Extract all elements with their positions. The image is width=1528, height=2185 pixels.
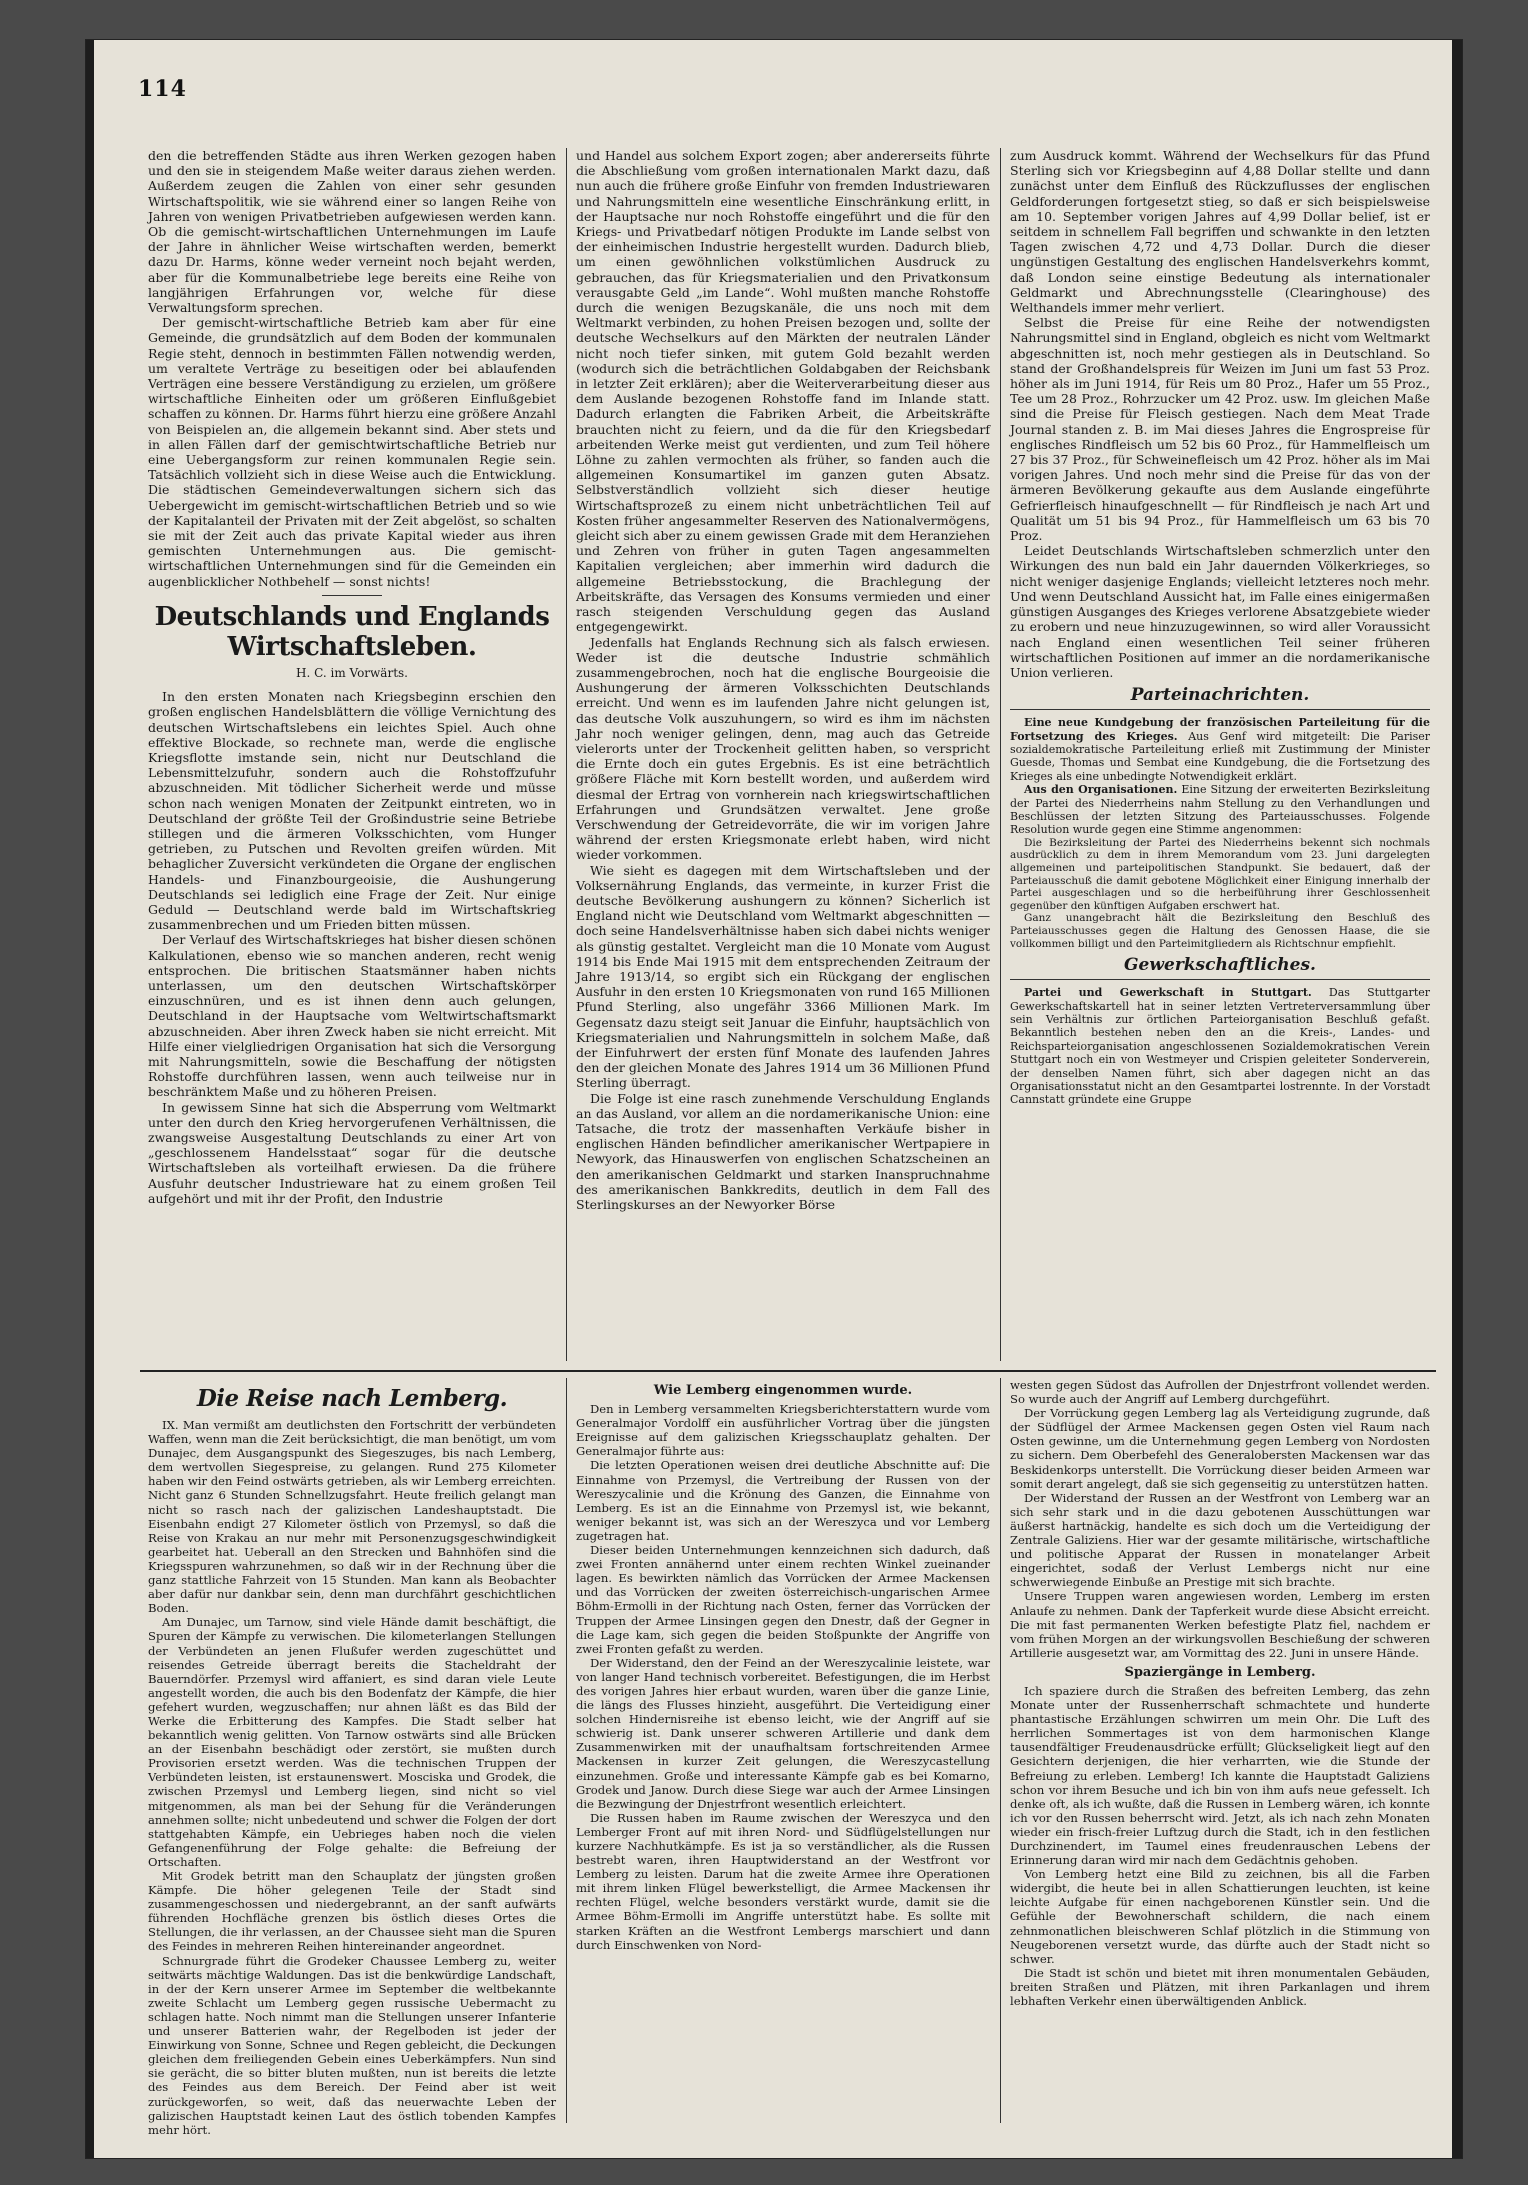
article-paragraph: Ich spaziere durch die Straßen des befreiten Lemberg, das zehn Monate unter der Russenherrschaft schmachtete und hunderte phantastische Erzählungen schwirren um mein Ohr. Die Luft des herrlichen Sommertages ist von dem harmonischen Klange tausendfältiger Freudenausdrücke erfüllt; Glückseligkeit liegt auf den Gesichtern derjenigen, die hier verharrten, wie die Stunde der Befreiung zu erleben. Lemberg! Ich kannte die Hauptstadt Galiziens schon vor ihrem Besuche und ich bin von ihm aufs neue gefesselt. Ich denke oft, als ich wußte, daß die Russen in Lemberg wären, ich konnte ich vor den Russen beherrscht wird. Jetzt, als ich nach zehn Monaten wieder ein frisch-freier Luftzug durch die Stadt, ich in den festlichen Durchzinendert, im Taumel eines freudenrauschen Lebens der Erinnerung daran wird mir nach dem Gedächtnis gehoben. [1010,1683,1430,1868]
article-paragraph: In den ersten Monaten nach Kriegsbeginn erschien den großen englischen Handelsblättern die völlige Vernichtung des deutschen Wirtschaftslebens ein leichtes Spiel. Auch ohne effektive Blockade, so rechnete man, werde die englische Kriegsflotte imstande sein, nicht nur Deutschland die Lebensmittelzufuhr, sondern auch die Rohstoffzufuhr abzuschneiden. Mit tödlicher Sicherheit werde und müsse schon nach wenigen Monaten der Zeitpunkt eintreten, wo in Deutschland der größte Teil der Großindustrie seine Betriebe stillegen und die ärmeren Volksschichten, vom Hunger getrieben, zu Putschen und Revolten greifen würden. Mit behaglicher Zuversicht verkündeten die Organe der englischen Handels- und Finanzbourgeoisie, die Aushungerung Deutschlands sei lediglich eine Frage der Zeit. Nur einige Geduld — Deutschland werde bald im Wirtschaftskrieg zusammenbrechen und um Frieden bitten müssen. [148,689,556,933]
article-paragraph: IX. Man vermißt am deutlichsten den Fortschritt der verbündeten Waffen, wenn man die Zeit berücksichtigt, die man benötigt, um vom Dunajec, dem Ausgangspunkt des Siegeszuges, bis nach Lemberg, dem wertvollen Siegespreise, zu gelangen. Rund 275 Kilometer haben wir den Feind ostwärts getrieben, als wir Lemberg erreichten. Nicht ganz 6 Stunden Schnellzugsfahrt. Heute freilich gelangt man nicht so rasch nach der galizischen Landeshauptstadt. Die Eisenbahn endigt 27 Kilometer östlich von Przemysl, so daß die Reise von Krakau an nur mehr mit Personenzugsgeschwindigkeit gearbeitet hat. Ueberall an den Strecken und Bahnhöfen sind die Kriegsspuren wahrzunehmen, so daß wir in der Rechnung über die ganz stattliche Fahrzeit von 15 Stunden. Man kann als Beobachter aber dafür nur dankbar sein, denn man durchfährt geschichtlichen Boden. [148,1418,556,1616]
article-byline: H. C. im Vorwärts. [296,665,408,680]
news-item-lead: Aus den Organisationen. [1024,783,1178,797]
article-paragraph: Der Vorrückung gegen Lemberg lag als Verteidigung zugrunde, daß der Südflügel der Armee Mackensen gegen Osten viel Raum nach Osten gewinne, um die Unternehmung gegen Lemberg von Nordosten zu sichern. Dem Oberbefehl des Generalobersten Mackensen war das Beskidenkorps unterstellt. Die Vorrückung dieser beiden Armeen war somit derart angelegt, daß sie sich gegenseitig zu unterstützen hatten. [1010,1406,1430,1491]
article-paragraph: zum Ausdruck kommt. Während der Wechselkurs für das Pfund Sterling sich vor Kriegsbeginn auf 4,88 Dollar stellte und dann zunächst unter dem Einfluß des Rückzuflusses der englischen Geldforderungen fortgesetzt stieg, so daß er sich beispielsweise am 10. September vorigen Jahres auf 4,99 Dollar belief, ist er seitdem in schnellem Fall begriffen und schwankte in den letzten Tagen zwischen 4,72 und 4,73 Dollar. Durch die dieser ungünstigen Gestaltung des englischen Handelsverkehrs kommt, daß London seine einstige Bedeutung als internationaler Geldmarkt und Abrechnungsstelle (Clearinghouse) des Welthandels immer mehr verliert. [1010,148,1430,316]
page-right-edge [1452,40,1462,2158]
column-2 [576,148,990,1361]
column-rule [566,1378,567,2123]
column-rule [1000,148,1001,1361]
article-paragraph: und Handel aus solchem Export zogen; aber andererseits führte die Abschließung vom großen internationalen Markt dazu, daß nun auch die frühere große Einfuhr von fremden Industriewaren und Nahrungsmitteln eine wesentliche Einschränkung erlitt, in der Hauptsache nur noch Rohstoffe eingeführt und die für den Kriegs- und Privatbedarf nötigen Produkte im Lande selbst von der einheimischen Industrie hergestellt wurden. Dadurch blieb, um einen gewöhnlichen volkstümlichen Ausdruck zu gebrauchen, das für Kriegsmaterialien und den Privatkonsum verausgabte Geld „im Lande“. Wohl mußten manche Rohstoffe durch die wenigen Bezugskanäle, die uns noch mit dem Weltmarkt verbinden, zu hohen Preisen bezogen und, sollte der deutsche Wechselkurs auf den Märkten der neutralen Länder nicht noch tiefer sinken, mit gutem Gold bezahlt werden (wodurch sich die beträchtlichen Goldabgaben der Reichsbank in letzter Zeit erklären); aber die Weiterverarbeitung dieser aus dem Auslande bezogenen Rohstoffe fand im Inlande statt. Dadurch erlangten die Fabriken Arbeit, die Arbeitskräfte brauchten nicht zu feiern, und da die für den Kriegsbedarf arbeitenden Werke meist gut verdienten, und zum Teil höhere Löhne zu zahlen vermochten als früher, so fanden auch die allgemeinen Konsumartikel im ganzen guten Absatz. Selbstverständlich vollzieht sich dieser heutige Wirtschaftsprozeß zu einem nicht unbeträchtlichen Teil auf Kosten früher angesammelter Reserven des Nationalvermögens, gleicht sich aber zu einem gewissen Grade mit dem Heranziehen und Zehren von früher in guten Tagen angesammelten Kapitalien vergleichen; aber immerhin wird dadurch die allgemeine Betriebsstockung, die Brachlegung der Arbeitskräfte, das Versagen des Konsums vermieden und einer rasch steigenden Verschuldung gegen das Ausland entgegengewirkt. [576,148,990,635]
article-paragraph: Die Folge ist eine rasch zunehmende Verschuldung Englands an das Ausland, vor allem an die nordamerikanische Union: eine Tatsache, die trotz der massenhaften Verkäufe bisher in englischen Händen befindlicher amerikanischer Wertpapiere in Newyork, das Hinauswerfen von englischen Schatzscheinen an den amerikanischen Geldmarkt und starken Inanspruchnahme des amerikanischen Bankkredits, deutlich in dem Fall des Sterlingskurses an der Newyorker Börse [576,1090,990,1213]
article-paragraph: Die letzten Operationen weisen drei deutliche Abschnitte auf: Die Einnahme von Przemysl, die Vertreibung der Russen von der Wereszycalinie und die Krönung des Ganzen, die Einnahme von Lemberg. Es ist an die Einnahme von Przemysl ist, wie bekannt, weniger bekannt ist, was sich an der Wereszyca und vor Lemberg zugetragen hat. [576,1458,990,1543]
lower-column-3 [1010,1378,1430,2123]
article-paragraph: Von Lemberg hetzt eine Bild zu zeichnen, bis all die Farben widergibt, die heute bei in allen Schattierungen leuchten, ist keine leichte Aufgabe für einen nachgeborenen Künstler sein. Und die Gefühle der Bewohnerschaft schildern, die nach einem zehnmonatlichen bleischweren Schlaf plötzlich in die Stimmung von Neugeborenen versetzt wurde, das dürfte auch der Stadt nicht so schwer. [1010,1867,1430,1966]
article-paragraph: Der Widerstand, den der Feind an der Wereszycalinie leistete, war von langer Hand technisch vorbereitet. Befestigungen, die im Herbst des vorigen Jahres hier erbaut wurden, waren über die ganze Linie, die längs des Flusses hinzieht, ausgeführt. Die Verteidigung einer solchen Hindernisreihe ist ebenso leicht, wie der Angriff auf sie schwierig ist. Dank unserer schweren Artillerie und dank dem Zusammenwirken mit der unaufhaltsam fortschreitenden Armee Mackensen in kurzer Zeit gelungen, die Wereszycastellung einzunehmen. Große und interessante Kämpfe gab es bei Komarno, Grodek und Janow. Durch diese Siege war auch der Armee Linsingen die Bezwingung der Dnjestrfront wesentlich erleichtert. [576,1655,990,1811]
article-paragraph: Den in Lemberg versammelten Kriegsberichterstattern wurde vom Generalmajor Vordolff ein ausführlicher Vortrag über die jüngsten Ereignisse auf dem galizischen Kriegsschauplatz gehalten. Der Generalmajor führte aus: [576,1402,990,1459]
lower-column-1 [148,1378,556,2137]
article-paragraph: Jedenfalls hat Englands Rechnung sich als falsch erwiesen. Weder ist die deutsche Industrie schmählich zusammengebrochen, noch hat die englische Bourgeoisie die Aushungerung der ärmeren Volksschichten Deutschlands erreicht. Und wenn es im laufenden Jahre nicht gelungen ist, das deutsche Volk auszuhungern, so wird es ihm im nächsten Jahr noch weniger gelingen, denn, mag auch das Getreide vielerorts unter der Trockenheit gelitten haben, so verspricht die Ernte doch ein gutes Ergebnis. Es ist eine beträchtlich größere Fläche mit Korn bestellt worden, und außerdem wird diesmal der Ertrag von vornherein nach kriegswirtschaftlichen Erfahrungen und Grundsätzen verwaltet. Jene große Verschwendung der Getreidevorräte, die wir im vorigen Jahre während der ersten Kriegsmonate erlebt haben, wird nicht wieder vorkommen. [576,634,990,863]
news-item-lead: Partei und Gewerkschaft in Stuttgart. [1024,986,1312,1000]
news-item-lead: Eine neue Kundgebung der französischen Parteileitung für die Fortsetzung des Krieges. [1010,716,1430,743]
page-number: 114 [138,76,187,102]
article-subheading: Spaziergänge in Lemberg. [1124,1664,1316,1680]
lower-column-2 [576,1378,990,2123]
article-paragraph: Die Russen haben im Raume zwischen der Wereszyca und den Lemberger Front auf mit ihren Nord- und Südflügelstellungen nur kurzere Nachhutkämpfe. Es ist ja so verständlicher, als die Russen bestrebt waren, ihren Hauptwiderstand an der Westfront vor Lemberg zu leisten. Darum hat die zweite Armee ihre Operationen mit ihrem linken Flügel bewerkstelligt, die Armee Mackensen ihr rechten Flügel, welche besonders verstärkt wurde, damit sie die Armee Böhm-Ermolli im Angriffe unterstützt habe. Es sollte mit starken Kräften an die Westfront Lembergs marschiert und dann durch Einschwenken von Nord- [576,1810,990,1952]
article-paragraph: Der gemischt-wirtschaftliche Betrieb kam aber für eine Gemeinde, die grundsätzlich auf dem Boden der kommunalen Regie steht, dennoch in bestimmten Fällen notwendig werden, um veraltete Verträge zu beseitigen oder bei ablaufenden Verträgen eine bessere Verständigung zu erzielen, um größere wirtschaftliche Einheiten oder um größeren Einflußgebiet schaffen zu können. Dr. Harms führt hierzu eine größere Anzahl von Beispielen an, die allgemein bekannt sind. Aber stets und in allen Fällen darf der gemischtwirtschaftliche Betrieb nur eine Uebergangsform zur reinen kommunalen Regie sein. Tatsächlich vollzieht sich in diese Weise auch die Entwicklung. Die städtischen Gemeindeverwaltungen sichern sich das Uebergewicht im gemischt-wirtschaftlichen Betrieb und so wie der Kapitalanteil der Privaten mit der Zeit abgelöst, so schalten sie mit der Zeit auch das private Kapital wieder aus ihren gemischten Unternehmungen aus. Die gemischt-wirtschaftlichen Unternehmungen sind für die Gemeinden ein augenblicklicher Nothbehelf — sonst nichts! [148,315,556,589]
article-paragraph: den die betreffenden Städte aus ihren Werken gezogen haben und den sie in steigendem Maße weiter daraus ziehen werden. Außerdem zeugen die Zahlen von einer sehr gesunden Wirtschaftspolitik, wie sie während einer so langen Reihe von Jahren von wenigen Privatbetrieben aufgewiesen werden kann. Ob die gemischt-wirtschaftlichen Unternehmungen im Laufe der Jahre in ähnlicher Weise wirtschaften werden, bemerkt dazu Dr. Harms, könne weder verneint noch bejaht werden, aber für die Kommunalbetriebe lege bereits eine Reihe von langjährigen Erfahrungen vor, welche für diese Verwaltungsform sprechen. [148,148,556,316]
article-headline: Deutschlands und Englands Wirtschaftsleben. [154,601,550,662]
article-paragraph: In gewissem Sinne hat sich die Absperrung vom Weltmarkt unter den durch den Krieg hervorgerufenen Verhältnissen, die zwangsweise Ausgestaltung Deutschlands zu einer Art von „geschlossenem Handelsstaat“ sogar für die deutsche Wirtschaftsleben als vorteilhaft erwiesen. Da die frühere Ausfuhr deutscher Industrieware hat zu einem großen Teil aufgehört und mit ihr der Profit, den Industrie [148,1099,556,1206]
article-headline: Die Reise nach Lemberg. [196,1385,508,1412]
news-item-text: Aus Genf wird mitgeteilt: Die Pariser sozialdemokratische Parteileitung erließ mit Zustimmung der Minister Guesde, Thomas und Sembat eine Kundgebung, die die Fortsetzung des Krieges als eine unbedingte Notwendigkeit erklärt. [1010,729,1431,783]
section-divider [140,1370,1436,1372]
page-left-edge [86,40,94,2158]
article-paragraph: Der Widerstand der Russen an der Westfront von Lemberg war an sich sehr stark und in die dazu gebotenen Ausschüttungen war äußerst hartnäckig, handelte es sich doch um die Verteidigung der Zentrale Galiziens. Hier war der gesamte militärische, wirtschaftliche und politische Apparat der Russen in monatelanger Arbeit eingerichtet, sodaß der Verlust Lembergs nicht nur eine schwerwiegende Einbuße an Prestige mit sich brachte. [1010,1490,1430,1590]
news-item-text: Eine Sitzung der erweiterten Bezirksleitung der Partei des Niederrheins nahm Stellung zu den Verhandlungen und Beschlüssen der letzten Sitzung des Parteiausschusses. Folgende Resolution wurde gegen eine Stimme angenommen: [1010,783,1430,837]
article-paragraph: westen gegen Südost das Aufrollen der Dnjestrfront vollendet werden. So wurde auch der Angriff auf Lemberg durchgeführt. [1010,1378,1430,1407]
column-rule [1000,1378,1001,2123]
article-paragraph: Der Verlauf des Wirtschaftskrieges hat bisher diesen schönen Kalkulationen, ebenso wie so manchen anderen, recht wenig entsprochen. Die britischen Staatsmänner haben nichts unterlassen, um den deutschen Wirtschaftskörper einzuschnüren, und es ist ihnen denn auch gelungen, Deutschland in der Hauptsache vom Weltwirtschaftsmarkt abzuschneiden. Aber ihren Zweck haben sie nicht erreicht. Mit Hilfe einer vielgliedrigen Organisation hat sich die Versorgung mit Nahrungsmitteln, sowie die Beschaffung der nötigsten Rohstoffe durchführen lassen, wenn auch teilweise nur in beschränktem Maße und zu höheren Preisen. [148,932,556,1100]
article-paragraph: Wie sieht es dagegen mit dem Wirtschaftsleben und der Volksernährung Englands, das vermeinte, in kurzer Frist die deutsche Bevölkerung aushungern zu können? Sicherlich ist England nicht wie Deutschland vom Weltmarkt abgeschnitten — doch seine Handelsverhältnisse haben sich dabei nichts weniger als günstig gestaltet. Vergleicht man die 10 Monate vom August 1914 bis Ende Mai 1915 mit dem entsprechenden Zeitraum der Jahre 1913/14, so ergibt sich ein Rückgang der englischen Ausfuhr in den ersten 10 Kriegsmonaten von rund 165 Millionen Pfund Sterling, also ungefähr 3366 Millionen Mark. Im Gegensatz dazu steigt seit Januar die Einfuhr, hauptsächlich von Kriegsmaterialien und Nahrungsmitteln in solchem Maße, daß der Einfuhrwert der ersten fünf Monate des laufenden Jahres den der gleichen Monate des Jahres 1914 um 36 Millionen Pfund Sterling überragt. [576,862,990,1091]
column-3 [1010,148,1430,1361]
news-item-text: Das Stuttgarter Gewerkschaftskartell hat in seiner letzten Vertreterversammlung über sein Verhältnis zur örtlichen Parteiorganisation Beschluß gefaßt. Bekanntlich bestehen neben den an die Kreis-, Landes- und Reichsparteiorganisation angeschlossenen Sozialdemokratischen Verein Stuttgart noch ein von Westmeyer und Crispien geleiteter Sonderverein, der denselben Namen führt, sich aber dagegen nicht an das Organisationsstatut nicht an den Gesamtpartei lostrennte. In der Vorstadt Cannstatt gründete eine Gruppe [1010,986,1431,1107]
article-paragraph: Schnurgrade führt die Grodeker Chaussee Lemberg zu, weiter seitwärts mächtige Waldungen. Das ist die benkwürdige Landschaft, in der der Kern unserer Armee im September die weltbekannte zweite Schlacht um Lemberg gegen russische Uebermacht zu schlagen hatte. Noch nimmt man die Stellungen unserer Infanterie und unserer Batterien wahr, der Regelboden ist jeder der Einwirkung von Sonne, Schnee und Regen gebleicht, die Deckungen gleichen dem freiliegenden Gebein eines Ueberkämpfers. Nun sind sie gerächt, die so bitter bluten mußten, nun ist bereits die letzte des Feindes aus dem Bereich. Der Feind aber ist weit zurückgeworfen, so weit, daß das neuerwachte Leben der galizischen Hauptstadt keinen Laut des östlich tobenden Kampfes mehr hört. [148,1953,556,2137]
resolution-text: Die Bezirksleitung der Partei des Niederrheins bekennt sich nochmals ausdrücklich zu dem in ihrem Memorandum vom 23. Juni dargelegten allgemeinen und parteipolitischen Standpunkt. Sie bedauert, daß der Parteiausschuß die damit gebotene Möglichkeit einer Einigung innerhalb der Partei ausgeschlagen und so die herbeiführung ihrer Geschlossenheit gegenüber den künftigen Aufgaben erschwert hat. [1010,836,1430,912]
resolution-text: Ganz unangebracht hält die Bezirksleitung den Beschluß des Parteiausschusses gegen die Haltung des Genossen Haase, die sie vollkommen billigt und den Parteimitgliedern als Richtschnur empfiehlt. [1010,912,1430,950]
section-heading-party-news: Parteinachrichten. [1010,684,1430,710]
article-paragraph: Am Dunajec, um Tarnow, sind viele Hände damit beschäftigt, die Spuren der Kämpfe zu verwischen. Die kilometerlangen Stellungen der Verbündeten an jenen Flußufer werden zugeschüttet und reisendes Getreide überragt bereits die Stacheldraht der Bauerndörfer. Przemysl wird affaniert, es sind daran viele Leute angestellt worden, die auch bis den Bodenfatz der Kämpfe, die hier gefehert wurden, wegzuschaffen; nur ahnen läßt es das Bild der Werke die Erbitterung des Kampfes. Die Stadt selber hat bekanntlich wenig gelitten. Von Tarnow ostwärts sind alle Brücken an der Eisenbahn beschädigt oder zerstört, sie mußten durch Provisorien ersetzt werden. Was die technischen Truppen der Verbündeten leisten, ist erstaunenswert. Mosciska und Grodek, die zwischen Przemysl und Lemberg liegen, sind nicht so viel mitgenommen, als man bei der Sehung für die Veränderungen annehmen sollte; nicht unbedeutend und schwer die Folgen der dort stattgehabten Kämpfe, ein Uebrieges haben noch die vielen Gefangenenführung der Folge gehalte: die Befreiung der Ortschaften. [148,1615,556,1869]
article-paragraph: Die Stadt ist schön und bietet mit ihren monumentalen Gebäuden, breiten Straßen und Plätzen, mit ihren Parkanlagen und ihrem lebhaften Verkehr einen überwältigenden Anblick. [1010,1965,1430,2009]
article-divider [322,595,382,596]
column-1 [148,148,556,1361]
article-paragraph: Leidet Deutschlands Wirtschaftsleben schmerzlich unter den Wirkungen des nun bald ein Jahr dauernden Völkerkrieges, so nicht weniger dasjenige Englands; vielleicht letzteres noch mehr. Und wenn Deutschland Aussicht hat, im Falle eines einigermaßen günstigen Ausganges des Krieges verlorene Absatzgebiete wieder zu erobern und neue hinzuzugewinnen, so wird aller Voraussicht nach England einen wesentlichen Teil seiner früheren wirtschaftlichen Positionen auf immer an die nordamerikanische Union verlieren. [1010,543,1430,680]
section-heading-trade-union: Gewerkschaftliches. [1010,954,1430,980]
article-paragraph: Dieser beiden Unternehmungen kennzeichnen sich dadurch, daß zwei Fronten annähernd unter einem rechten Winkel zueinander lagen. Es bewirkten nämlich das Vorrücken der Armee Mackensen und das Vorrücken der zweiten österreichisch-ungarischen Armee Böhm-Ermolli in der Richtung nach Osten, ferner das Vorrücken der Truppen der Armee Linsingen gegen den Dnestr, daß der Gegner in die Lage kam, sich gegen die beiden Stoßpunkte der Angriffe von zwei Fronten gefaßt zu werden. [576,1543,990,1656]
column-rule [566,148,567,1361]
article-subheading: Wie Lemberg eingenommen wurde. [653,1383,913,1398]
article-paragraph: Unsere Truppen waren angewiesen worden, Lemberg im ersten Anlaufe zu nehmen. Dank der Tapferkeit wurde diese Absicht erreicht. Die mit fast permanenten Werken befestigte Platz fiel, nachdem er vom frühen Morgen an der wirkungsvollen Beschießung der schweren Artillerie ausgesetzt war, am Vormittag des 22. Juni in unsere Hände. [1010,1589,1430,1660]
article-paragraph: Mit Grodek betritt man den Schauplatz der jüngsten großen Kämpfe. Die höher gelegenen Teile der Stadt sind zusammengeschossen und niedergebrannt, an der sanft aufwärts führenden Hochfläche grenzen bis östlich dieses Ortes die Stellungen, die ihr verlassen, an der Chaussee sieht man die Spuren des Feindes in mehreren Reihen hintereinander angeordnet. [148,1869,556,1954]
article-paragraph: Selbst die Preise für eine Reihe der notwendigsten Nahrungsmittel sind in England, obgleich es nicht vom Weltmarkt abgeschnitten ist, noch mehr gestiegen als in Deutschland. So stand der Großhandelspreis für Weizen im Juni um fast 53 Proz. höher als im Juni 1914, für Reis um 80 Proz., Hafer um 55 Proz., Tee um 28 Proz., Rohrzucker um 42 Proz. usw. Im gleichen Maße sind die Preise für Fleisch gestiegen. Nach dem Meat Trade Journal standen z. B. im Mai dieses Jahres die Engrospreise für englisches Rindfleisch um 52 bis 60 Proz., für Hammelfleisch um 27 bis 37 Proz., für Schweinefleisch um 42 Proz. höher als im Mai vorigen Jahres. Und noch mehr sind die Preise für das von der ärmeren Bevölkerung gekaufte aus dem Auslande eingeführte Gefrierfleisch hinaufgeschnellt — für Rindfleisch je nach Art und Qualität um 51 bis 94 Proz., für Hammelfleisch um 63 bis 70 Proz. [1010,315,1430,544]
